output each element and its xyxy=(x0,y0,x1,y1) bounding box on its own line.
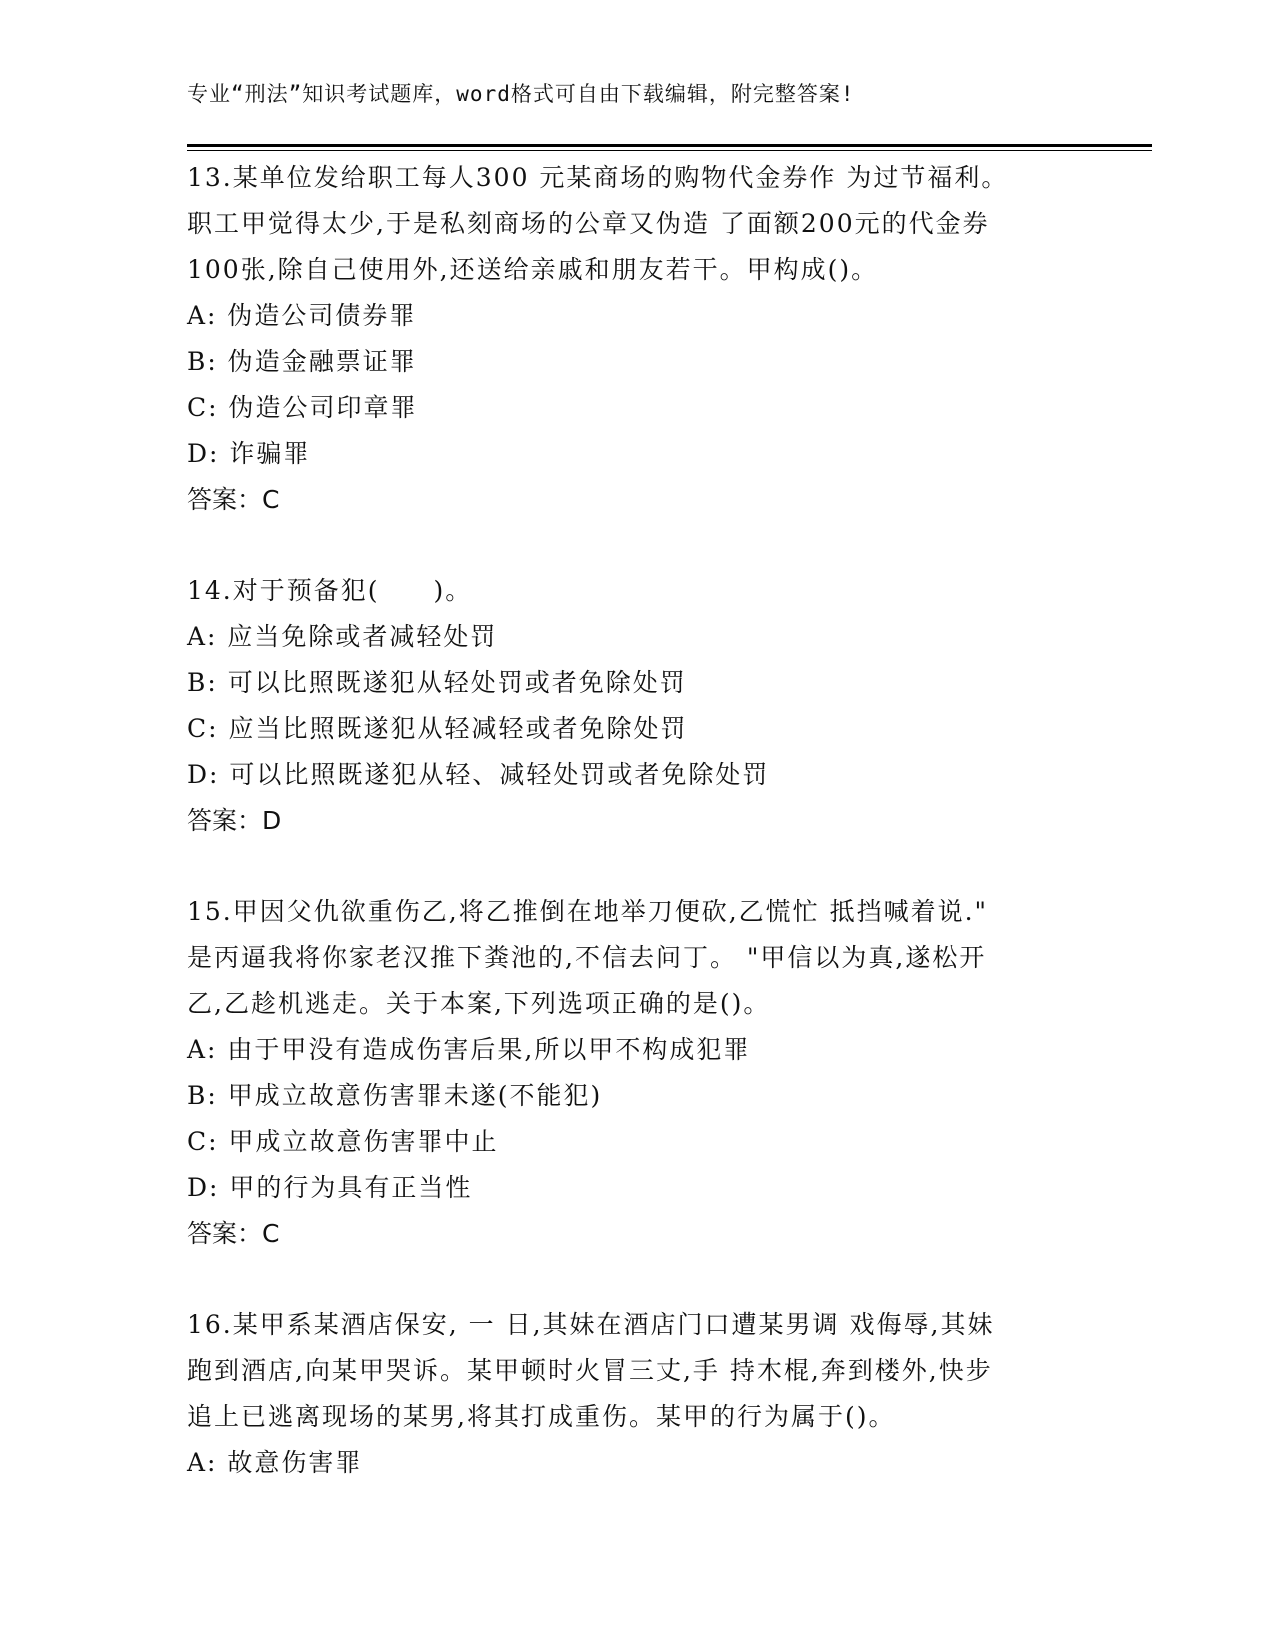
question-stem-line: 职工甲觉得太少,于是私刻商场的公章又伪造 了面额200元的代金券 xyxy=(187,209,990,238)
option-b: B: 可以比照既遂犯从轻处罚或者免除处罚 xyxy=(187,668,687,697)
option-a: A: 故意伤害罪 xyxy=(187,1448,363,1477)
option-b: B: 伪造金融票证罪 xyxy=(187,347,417,376)
option-c: C: 伪造公司印章罪 xyxy=(187,393,418,422)
header-divider-thick xyxy=(187,144,1152,147)
question-stem-line: 13.某单位发给职工每人300 元某商场的购物代金券作 为过节福利。 xyxy=(187,163,1009,192)
question-13 xyxy=(187,155,1087,523)
question-stem-line: 追上已逃离现场的某男,将其打成重伤。某甲的行为属于()。 xyxy=(187,1402,896,1431)
option-a: A: 由于甲没有造成伤害后果,所以甲不构成犯罪 xyxy=(187,1035,751,1064)
option-c: C: 应当比照既遂犯从轻减轻或者免除处罚 xyxy=(187,714,688,743)
option-d: D: 诈骗罪 xyxy=(187,439,311,468)
option-c: C: 甲成立故意伤害罪中止 xyxy=(187,1127,499,1156)
document-header: 专业“刑法”知识考试题库，word格式可自由下载编辑，附完整答案! xyxy=(187,82,855,106)
question-list xyxy=(187,155,1087,1531)
question-stem-line: 16.某甲系某酒店保安, 一 日,其妹在酒店门口遭某男调 戏侮辱,其妹 xyxy=(187,1310,995,1339)
option-d: D: 可以比照既遂犯从轻、减轻处罚或者免除处罚 xyxy=(187,760,770,789)
option-b: B: 甲成立故意伤害罪未遂(不能犯) xyxy=(187,1081,603,1110)
question-stem-line: 15.甲因父仇欲重伤乙,将乙推倒在地举刀便砍,乙慌忙 抵挡喊着说." xyxy=(187,897,989,926)
question-stem-line: 是丙逼我将你家老汉推下粪池的,不信去问丁。 "甲信以为真,遂松开 xyxy=(187,943,987,972)
question-stem-line: 跑到酒店,向某甲哭诉。某甲顿时火冒三丈,手 持木棍,奔到楼外,快步 xyxy=(187,1356,993,1385)
answer-line: 答案：C xyxy=(187,485,280,514)
option-a: A: 应当免除或者减轻处罚 xyxy=(187,622,498,651)
question-stem-line: 100张,除自己使用外,还送给亲戚和朋友若干。甲构成()。 xyxy=(187,255,879,284)
question-14 xyxy=(187,568,1087,844)
answer-line: 答案：D xyxy=(187,806,282,835)
question-stem-line: 乙,乙趁机逃走。关于本案,下列选项正确的是()。 xyxy=(187,989,771,1018)
answer-line: 答案：C xyxy=(187,1219,280,1248)
option-a: A: 伪造公司债券罪 xyxy=(187,301,417,330)
question-16 xyxy=(187,1302,1087,1486)
header-divider-thin xyxy=(187,150,1152,151)
question-15 xyxy=(187,889,1087,1257)
question-stem-line: 14.对于预备犯( )。 xyxy=(187,576,473,605)
option-d: D: 甲的行为具有正当性 xyxy=(187,1173,473,1202)
